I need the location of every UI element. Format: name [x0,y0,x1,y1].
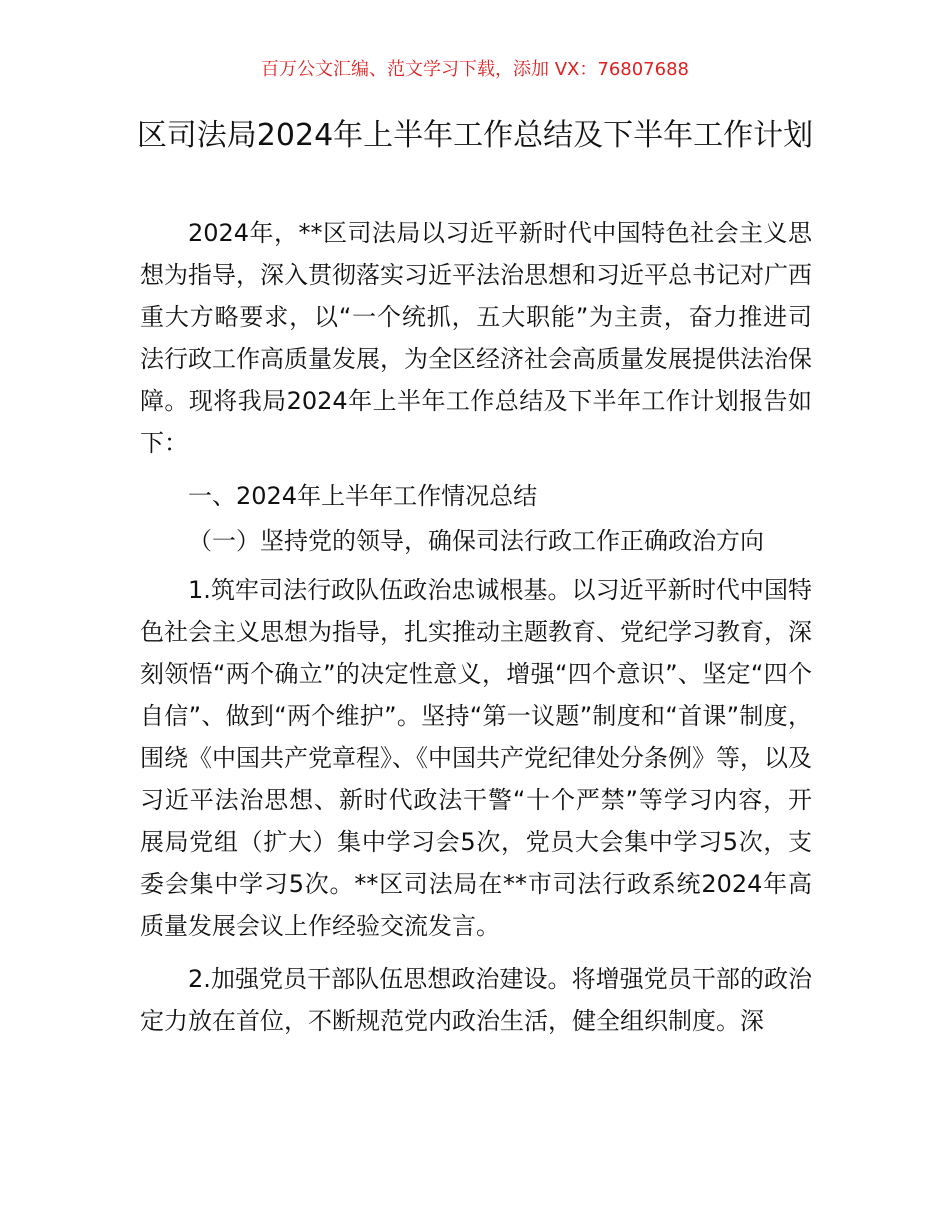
document-title: 区司法局2024年上半年工作总结及下半年工作计划 [136,118,814,153]
subsection-heading: （一）坚持党的领导，确保司法行政工作正确政治方向 [188,527,764,555]
header-banner: 百万公文汇编、范文学习下载，添加 VX：76807688 [261,59,689,80]
document-body [140,212,812,1042]
item-paragraph-2: 2.加强党员干部队伍思想政治建设。将增强党员干部的政治定力放在首位，不断规范党内政治生活，健全组织制度。深 [140,965,812,1035]
section-heading: 一、2024年上半年工作情况总结 [188,482,538,510]
item-paragraph-1: 1.筑牢司法行政队伍政治忠诚根基。以习近平新时代中国特色社会主义思想为指导，扎实推动主题教育、党纪学习教育，深刻领悟“两个确立”的决定性意义，增强“四个意识”、坚定“四个自信”、做到“两个维护”。坚持“第一议题”制度和“首课”制度，围绕《中国共产党章程》、《中国共产党纪律处分条例》等，以及习近平法治思想、新时代政法干警“十个严禁”等学习内容，开展局党组（扩大）集中学习会5次，党员大会集中学习5次，支委会集中学习5次。**区司法局在**市司法行政系统2024年高质量发展会议上作经验交流发言。 [140,576,812,940]
intro-paragraph: 2024年，**区司法局以习近平新时代中国特色社会主义思想为指导，深入贯彻落实习近平法治思想和习近平总书记对广西重大方略要求，以“一个统抓，五大职能”为主责，奋力推进司法行政工作高质量发展，为全区经济社会高质量发展提供法治保障。现将我局2024年上半年工作总结及下半年工作计划报告如下： [140,219,812,457]
